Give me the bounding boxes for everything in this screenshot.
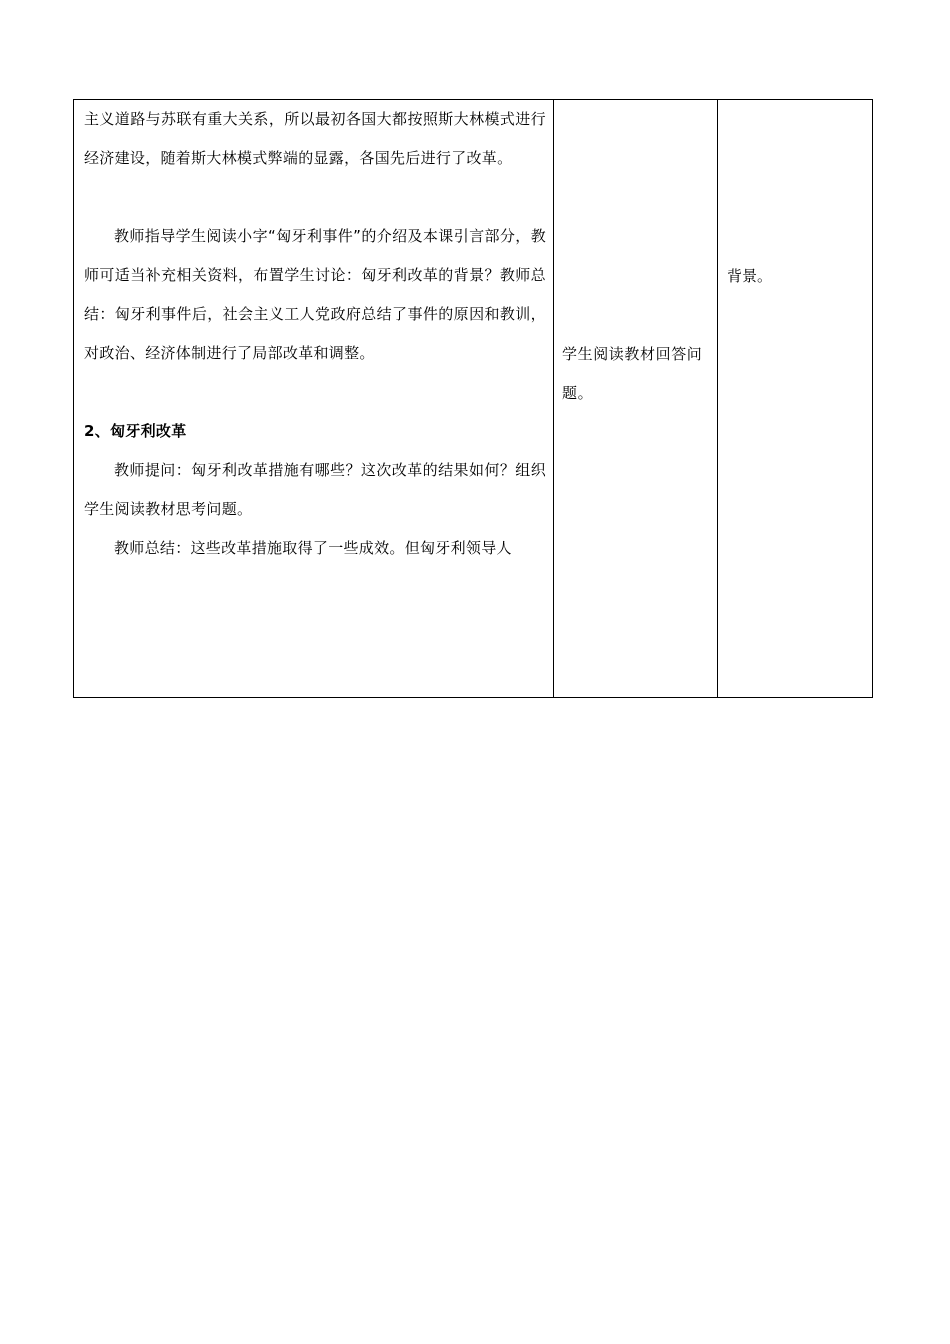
lesson-plan-table [73, 99, 873, 698]
teacher-activity-cell [74, 100, 554, 698]
design-intent-cell [718, 100, 873, 698]
paragraph-teacher-question: 教师提问：匈牙利改革措施有哪些？这次改革的结果如何？组织学生阅读教材思考问题。 [84, 461, 546, 518]
table-row [74, 100, 873, 698]
student-activity-text: 学生阅读教材回答问题。 [562, 345, 703, 402]
design-intent-text: 背景。 [727, 267, 773, 285]
student-activity-cell [554, 100, 718, 698]
paragraph-stalin-model: 主义道路与苏联有重大关系，所以最初各国大都按照斯大林模式进行经济建设，随着斯大林模式弊端的显露，各国先后进行了改革。 [84, 110, 546, 167]
paragraph-teacher-summary: 教师总结：这些改革措施取得了一些成效。但匈牙利领导人 [114, 539, 512, 557]
section-heading-hungary-reform: 2、匈牙利改革 [84, 422, 187, 440]
paragraph-hungary-background: 教师指导学生阅读小字“匈牙利事件”的介绍及本课引言部分，教师可适当补充相关资料，布置学生讨论：匈牙利改革的背景？教师总结：匈牙利事件后，社会主义工人党政府总结了事件的原因和教训，对政治、经济体制进行了局部改革和调整。 [84, 227, 546, 362]
